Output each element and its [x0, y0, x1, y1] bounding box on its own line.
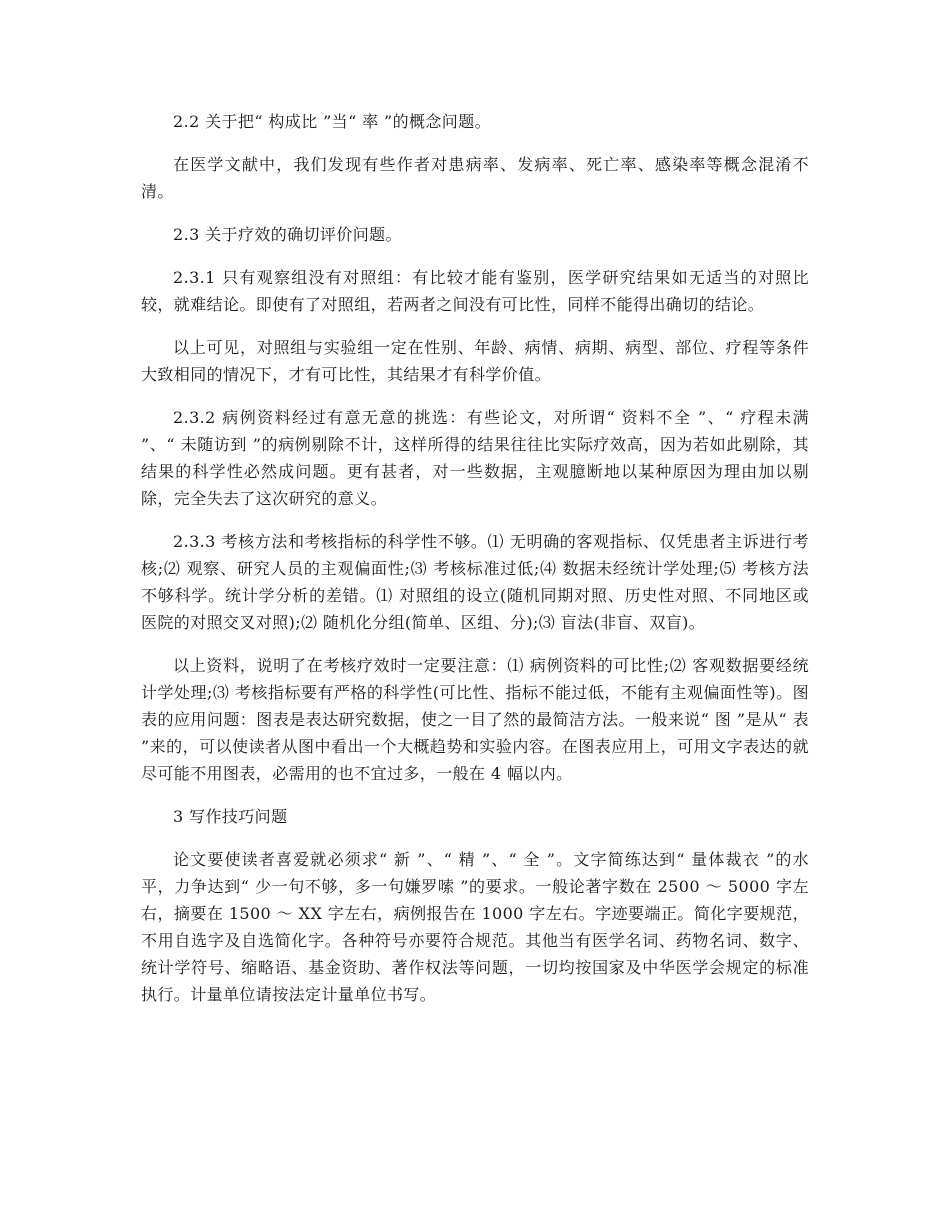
- section-heading-2-3: 2.3 关于疗效的确切评价问题。: [173, 225, 402, 244]
- paragraph: 2.3.3 考核方法和考核指标的科学性不够。⑴ 无明确的客观指标、仅凭患者主诉进行考核;⑵ 观察、研究人员的主观偏面性;⑶ 考核标准过低;⑷ 数据未经统计学处理;⑸ 考核方法不够科学。统计学分析的差错。⑴ 对照组的设立(随机同期对照、历史性对照、不同地区或医院的对照交叉对照);⑵ 随机化分组(简单、区组、分);⑶ 盲法(非盲、双盲)。: [141, 532, 809, 632]
- paragraph: 论文要使读者喜爱就必须求“ 新 ”、“ 精 ”、“ 全 ”。文字简练达到“ 量体裁衣 ”的水平，力争达到“ 少一句不够，多一句嫌罗嗦 ”的要求。一般论著字数在 2500 ～ 5000 字左右，摘要在 1500 ～ XX 字左右，病例报告在 1000 字左右。字迹要端正。简化字要规范，不用自选字及自选简化字。各种符号亦要符合规范。其他当有医学名词、药物名词、数字、统计学符号、缩略语、基金资助、著作权法等问题，一切均按国家及中华医学会规定的标准执行。计量单位请按法定计量单位书写。: [141, 850, 809, 1004]
- paragraph: 2.3.2 病例资料经过有意无意的挑选：有些论文，对所谓“ 资料不全 ”、“ 疗程未满 ”、“ 未随访到 ”的病例剔除不计，这样所得的结果往往比实际疗效高，因为若如此剔除，其结果的科学性必然成问题。更有甚者，对一些数据，主观臆断地以某种原因为理由加以剔除，完全失去了这次研究的意义。: [141, 408, 809, 508]
- document-body: [141, 108, 809, 1024]
- section-heading-2-2: 2.2 关于把“ 构成比 ”当“ 率 ”的概念问题。: [173, 112, 491, 131]
- section-heading-3: 3 写作技巧问题: [173, 807, 288, 826]
- paragraph: 以上可见，对照组与实验组一定在性别、年龄、病情、病期、病型、部位、疗程等条件大致相同的情况下，才有可比性，其结果才有科学价值。: [141, 338, 809, 384]
- paragraph: 以上资料，说明了在考核疗效时一定要注意：⑴ 病例资料的可比性;⑵ 客观数据要经统计学处理;⑶ 考核指标要有严格的科学性(可比性、指标不能过低，不能有主观偏面性等)。图表的应用问题：图表是表达研究数据，使之一目了然的最简洁方法。一般来说“ 图 ”是从“ 表 ”来的，可以使读者从图中看出一个大概趋势和实验内容。在图表应用上，可用文字表达的就尽可能不用图表，必需用的也不宜过多，一般在 4 幅以内。: [141, 656, 809, 783]
- paragraph: 在医学文献中，我们发现有些作者对患病率、发病率、死亡率、感染率等概念混淆不清。: [141, 155, 809, 201]
- paragraph: 2.3.1 只有观察组没有对照组：有比较才能有鉴别，医学研究结果如无适当的对照比较，就难结论。即使有了对照组，若两者之间没有可比性，同样不能得出确切的结论。: [141, 268, 809, 314]
